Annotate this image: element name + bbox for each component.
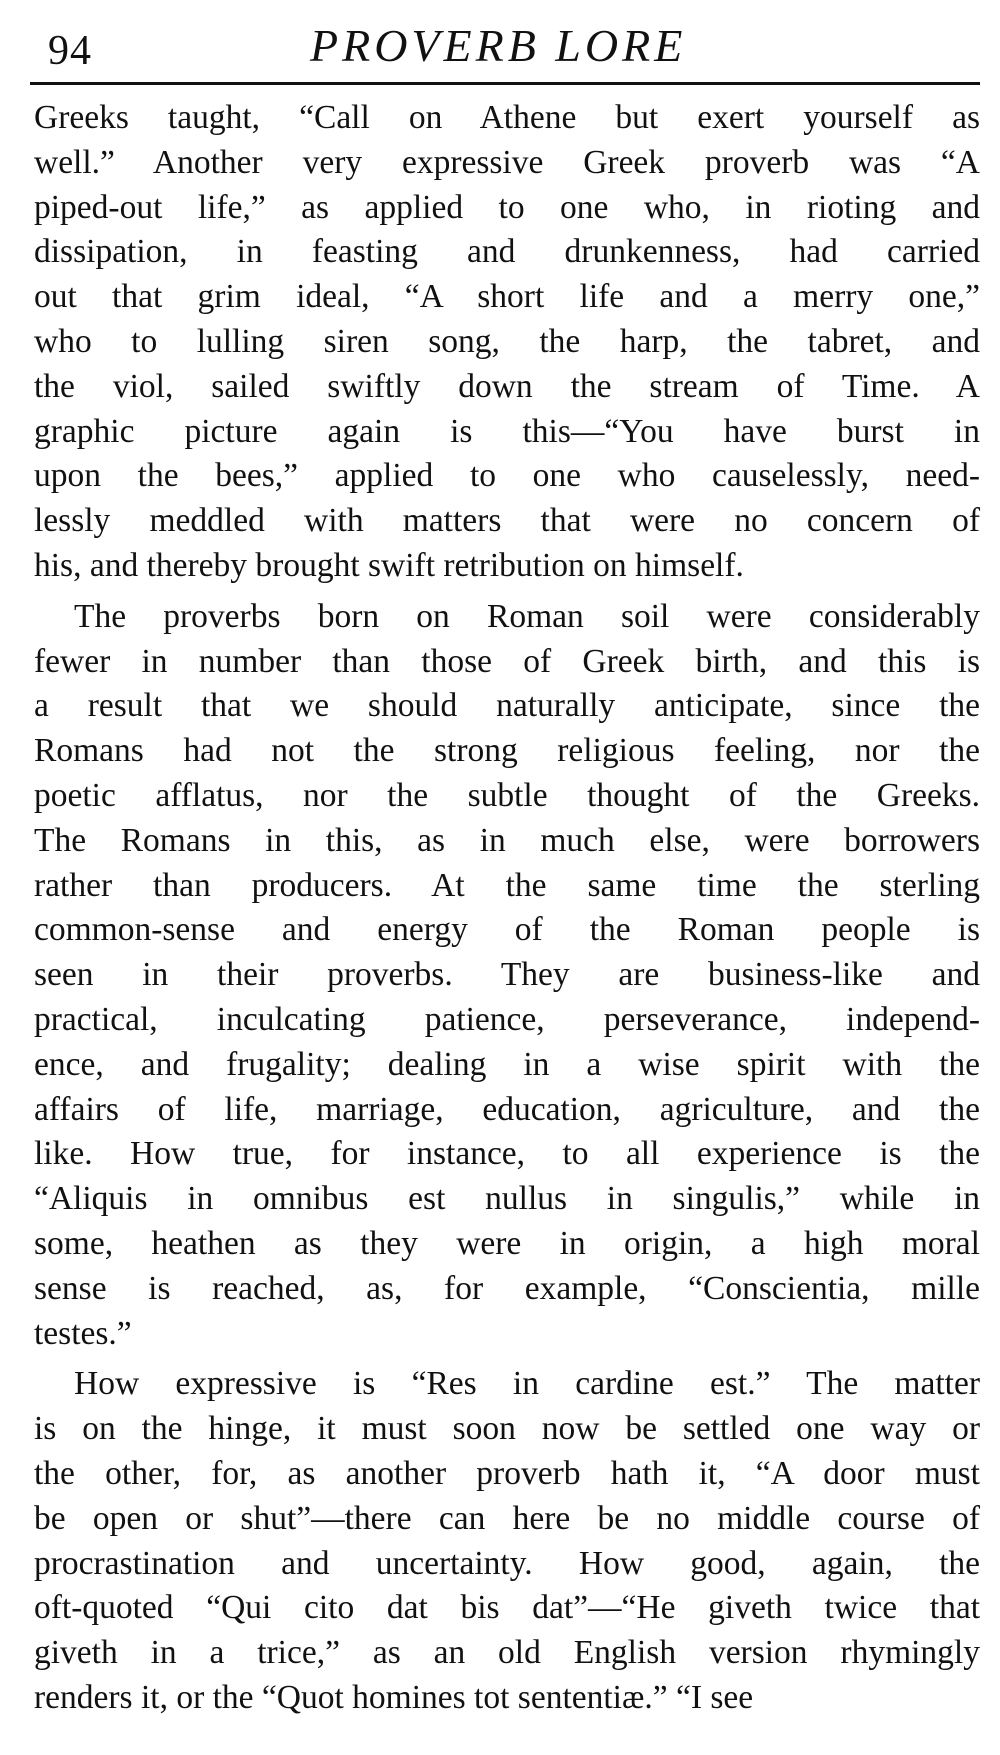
text-line: sense is reached, as, for example, “Conscientia, mille [34, 1269, 980, 1307]
header-rule [30, 82, 980, 85]
text-line: out that grim ideal, “A short life and a merry one,” [34, 278, 980, 316]
running-head [30, 14, 990, 76]
text-line: graphic picture again is this—“You have burst in [34, 412, 980, 450]
body-text [34, 96, 980, 1721]
text-line: Greeks taught, “Call on Athene but exert yourself as [34, 99, 980, 136]
text-line: poetic afflatus, nor the subtle thought of the Greeks. [34, 776, 980, 814]
running-title: PROVERB LORE [310, 20, 687, 71]
text-line: common-sense and energy of the Roman people is [34, 911, 980, 949]
text-line: be open or shut”—there can here be no middle course of [34, 1499, 980, 1537]
text-line: The proverbs born on Roman soil were considerably [74, 597, 980, 635]
paragraph-3 [34, 1362, 980, 1720]
text-line: who to lulling siren song, the harp, the tabret, and [34, 322, 980, 360]
text-line: testes.” [34, 1314, 132, 1352]
text-line: some, heathen as they were in origin, a high moral [34, 1224, 980, 1262]
text-line: well.” Another very expressive Greek proverb was “A [34, 143, 980, 181]
text-line: his, and thereby brought swift retribution on himself. [34, 546, 744, 584]
text-line: is on the hinge, it must soon now be settled one way or [34, 1410, 980, 1448]
text-line: the other, for, as another proverb hath it, “A door must [34, 1454, 980, 1492]
text-line: rather than producers. At the same time the sterling [34, 866, 980, 904]
text-line: seen in their proverbs. They are business-like and [34, 956, 980, 994]
text-line: upon the bees,” applied to one who causelessly, need- [34, 457, 980, 495]
text-line: dissipation, in feasting and drunkenness, had carried [34, 233, 980, 271]
text-line: “Aliquis in omnibus est nullus in singulis,” while in [34, 1180, 980, 1218]
text-line: fewer in number than those of Greek birth, and this is [34, 642, 980, 680]
text-line: lessly meddled with matters that were no concern of [34, 502, 980, 540]
text-line: ence, and frugality; dealing in a wise spirit with the [34, 1045, 980, 1083]
text-line: procrastination and uncertainty. How good, again, the [34, 1544, 980, 1582]
page-number: 94 [48, 28, 92, 74]
book-page [14, 0, 986, 1755]
text-line: practical, inculcating patience, perseverance, independ- [34, 1000, 980, 1038]
text-line: piped-out life,” as applied to one who, in rioting and [34, 188, 980, 226]
text-line: giveth in a trice,” as an old English version rhymingly [34, 1634, 980, 1672]
paragraph-1 [34, 96, 980, 589]
text-line: Romans had not the strong religious feeling, nor the [34, 732, 980, 770]
text-line: The Romans in this, as in much else, were borrowers [34, 821, 980, 859]
text-line: like. How true, for instance, to all experience is the [34, 1135, 980, 1173]
paragraph-2 [34, 595, 980, 1357]
text-line: How expressive is “Res in cardine est.” The matter [74, 1365, 980, 1403]
text-line: renders it, or the “Quot homines tot sententiæ.” “I see [34, 1678, 754, 1716]
text-line: oft-quoted “Qui cito dat bis dat”—“He giveth twice that [34, 1589, 980, 1627]
text-line: affairs of life, marriage, education, agriculture, and the [34, 1090, 980, 1128]
text-line: a result that we should naturally anticipate, since the [34, 687, 980, 725]
text-line: the viol, sailed swiftly down the stream of Time. A [34, 367, 980, 405]
